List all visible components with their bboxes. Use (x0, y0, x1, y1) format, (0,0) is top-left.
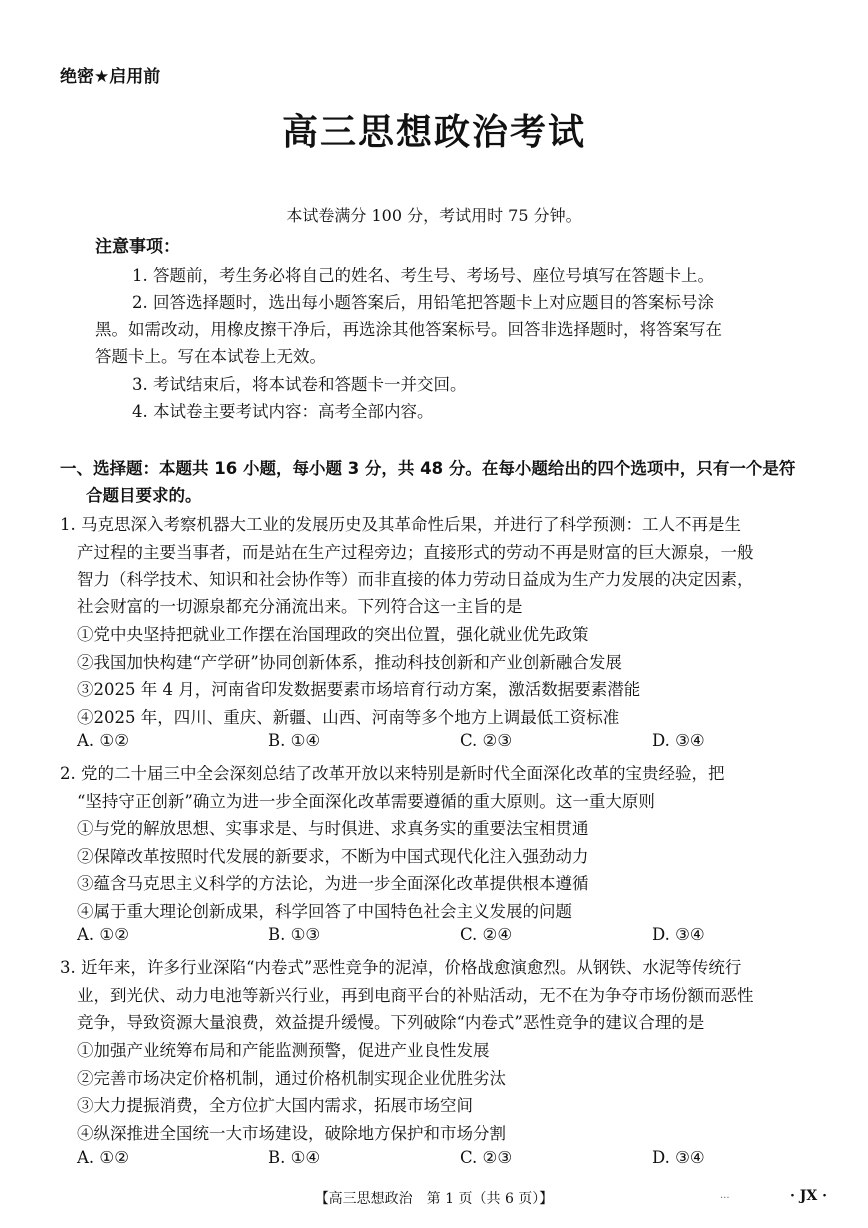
q1-option-b: B. ①④ (268, 731, 321, 750)
q3-stem-line: 业，到光伏、动力电池等新兴行业，再到电商平台的补贴活动，无不在为争夺市场份额而恶性 (77, 986, 754, 1005)
secret-mark: 绝密★启用前 (60, 67, 161, 87)
q3-stem-line: 3. 近年来，许多行业深陷“内卷式”恶性竞争的泥淖，价格战愈演愈烈。从钢铁、水泥等传统行 (60, 958, 742, 977)
q3-option-a: A. ①② (77, 1148, 129, 1167)
q2-item: ①与党的解放思想、实事求是、与时俱进、求真务实的重要法宝相贯通 (77, 819, 589, 838)
q2-stem-line: “坚持守正创新”确立为进一步全面深化改革需要遵循的重大原则。这一重大原则 (77, 792, 655, 811)
q3-item: ④纵深推进全国统一大市场建设，破除地方保护和市场分割 (77, 1124, 506, 1143)
footer-code: · JX · (790, 1188, 827, 1204)
q1-item: ②我国加快构建“产学研”协同创新体系，推动科技创新和产业创新融合发展 (77, 653, 622, 672)
q3-option-b: B. ①④ (268, 1148, 321, 1167)
section-heading: 一、选择题：本题共 16 小题，每小题 3 分，共 48 分。在每小题给出的四个选项中，只有一个是符 (60, 459, 796, 478)
q3-option-d: D. ③④ (652, 1148, 705, 1167)
notice-heading: 注意事项： (95, 237, 180, 257)
q2-option-c: C. ②④ (460, 925, 513, 944)
notice-line: 答题卡上。写在本试卷上无效。 (95, 347, 326, 366)
q2-item: ④属于重大理论创新成果，科学回答了中国特色社会主义发展的问题 (77, 902, 572, 921)
q3-option-c: C. ②③ (460, 1148, 513, 1167)
q2-option-a: A. ①② (77, 925, 129, 944)
q3-stem-line: 竞争，导致资源大量浪费，效益提升缓慢。下列破除“内卷式”恶性竞争的建议合理的是 (77, 1013, 705, 1032)
q1-item: ①党中央坚持把就业工作摆在治国理政的突出位置，强化就业优先政策 (77, 625, 589, 644)
exam-title: 高三思想政治考试 (281, 112, 586, 153)
notice-line: 4. 本试卷主要考试内容：高考全部内容。 (132, 402, 434, 421)
q3-item: ①加强产业统筹布局和产能监测预警，促进产业良性发展 (77, 1041, 490, 1060)
notice-line: 3. 考试结束后，将本试卷和答题卡一并交回。 (132, 375, 467, 394)
exam-subtitle: 本试卷满分 100 分，考试用时 75 分钟。 (286, 206, 582, 225)
q2-option-d: D. ③④ (652, 925, 705, 944)
notice-line: 2. 回答选择题时，选出每小题答案后，用铅笔把答题卡上对应题目的答案标号涂 (132, 293, 714, 312)
q2-item: ③蕴含马克思主义科学的方法论，为进一步全面深化改革提供根本遵循 (77, 874, 589, 893)
q1-option-c: C. ②③ (460, 731, 513, 750)
q1-option-d: D. ③④ (652, 731, 705, 750)
notice-line: 1. 答题前，考生务必将自己的姓名、考生号、考场号、座位号填写在答题卡上。 (132, 266, 714, 285)
q2-option-b: B. ①③ (268, 925, 321, 944)
page-footer: 【高三思想政治 第 1 页（共 6 页）】 (314, 1191, 554, 1207)
q1-stem-line: 智力（科学技术、知识和社会协作等）而非直接的体力劳动日益成为生产力发展的决定因素， (77, 570, 754, 589)
footer-dots: ... (720, 1190, 730, 1201)
q1-item: ④2025 年，四川、重庆、新疆、山西、河南等多个地方上调最低工资标准 (77, 708, 620, 727)
q1-stem-line: 1. 马克思深入考察机器大工业的发展历史及其革命性后果，并进行了科学预测：工人不再是生 (60, 515, 741, 534)
q2-stem-line: 2. 党的二十届三中全会深刻总结了改革开放以来特别是新时代全面深化改革的宝贵经验，把 (60, 764, 725, 783)
q1-stem-line: 产过程的主要当事者，而是站在生产过程旁边；直接形式的劳动不再是财富的巨大源泉，一般 (77, 543, 754, 562)
q1-item: ③2025 年 4 月，河南省印发数据要素市场培育行动方案，激活数据要素潜能 (77, 680, 641, 699)
q1-option-a: A. ①② (77, 731, 129, 750)
q2-item: ②保障改革按照时代发展的新要求，不断为中国式现代化注入强劲动力 (77, 847, 589, 866)
notice-line: 黑。如需改动，用橡皮擦干净后，再选涂其他答案标号。回答非选择题时，将答案写在 (95, 320, 722, 339)
q3-item: ③大力提振消费，全方位扩大国内需求，拓展市场空间 (77, 1096, 473, 1115)
q3-item: ②完善市场决定价格机制，通过价格机制实现企业优胜劣汰 (77, 1069, 506, 1088)
q1-stem-line: 社会财富的一切源泉都充分涌流出来。下列符合这一主旨的是 (77, 597, 523, 616)
section-heading-cont: 合题目要求的。 (86, 486, 202, 505)
